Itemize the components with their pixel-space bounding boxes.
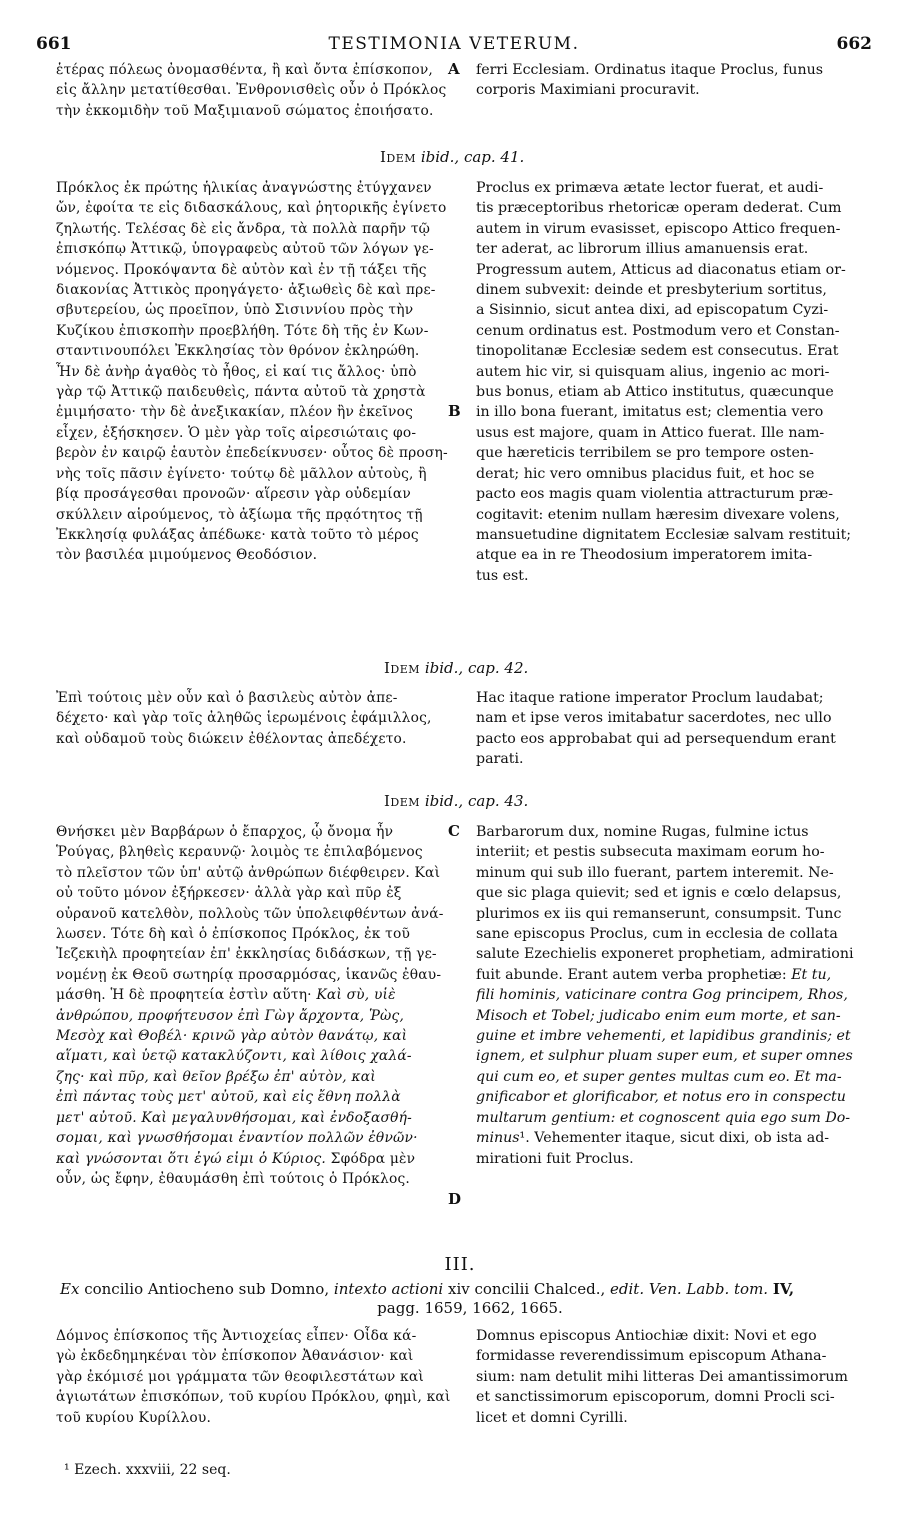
text-line: tis præceptoribus rhetoricæ operam dederat. Cum — [476, 200, 842, 217]
text-line: βίᾳ προσάγεσθαι προνοῶν· αἵρεσιν γὰρ οὐδεμίαν — [56, 486, 411, 503]
text-line: interiit; et pestis subsecuta maximam eorum ho- — [476, 844, 825, 861]
section-numeral: III. — [444, 1254, 476, 1275]
text-line: τὸν βασιλέα μιμούμενος Θεοδόσιον. — [56, 547, 318, 564]
text-line: nam et ipse veros imitabatur sacerdotes, nec ullo — [476, 710, 832, 727]
text-line: γὰρ τῷ Ἀττικῷ παιδευθεὶς, πάντα αὐτοῦ τὰ χρηστὰ — [56, 384, 426, 401]
text-line: plurimos ex iis qui remanserunt, consumpsit. Tunc — [476, 905, 842, 922]
heading-idem: Idem — [380, 148, 417, 166]
text-line: Proclus ex primæva ætate lector fuerat, et audi- — [476, 180, 824, 196]
text-line: οὖν, ὡς ἔφην, ἐθαυμάσθη ἐπὶ τούτοις ὁ Πρόκλος. — [56, 1170, 410, 1187]
text-line: ζης· καὶ πῦρ, καὶ θεῖον βρέξω ἐπ' αὐτὸν, καὶ — [56, 1068, 376, 1085]
text-line — [476, 965, 882, 985]
text-line: Θνήσκει μὲν Βαρβάρων ὁ ἔπαρχος, ᾧ ὄνομα ἦν — [56, 824, 394, 840]
source-part: intexto actioni — [333, 1280, 444, 1298]
running-title: TESTIMONIA VETERUM. — [328, 34, 580, 54]
footnote — [64, 1462, 231, 1478]
text-line: βερὸν ἐν καιρῷ ἑαυτὸν ἐπεδείκνυσεν· οὗτος δὲ προση- — [56, 445, 448, 462]
text-line: cenum ordinatus est. Postmodum vero et Constan- — [476, 322, 840, 339]
section-source — [60, 1280, 880, 1318]
heading-cap: cap. 41. — [463, 148, 525, 166]
margin-letter-c: C — [448, 822, 460, 840]
text-line-part: μάσθη. Ἡ δὲ προφητεία ἐστὶν αὕτη· — [56, 987, 312, 1004]
text-line: ignem, et sulphur pluam super eum, et super omnes — [476, 1048, 853, 1065]
text-line: dinem subvexit: deinde et presbyterium sortitus, — [476, 282, 827, 299]
text-line: Barbarorum dux, nomine Rugas, fulmine ictus — [476, 824, 809, 840]
text-line: δέχετο· καὶ γὰρ τοῖς ἀληθῶς ἱερωμένοις ἐφάμιλλος, — [56, 710, 432, 727]
greek-column-4 — [56, 822, 456, 1189]
text-line: et sanctissimorum episcoporum, domni Procli sci- — [476, 1389, 835, 1406]
text-line: corporis Maximiani procuravit. — [476, 82, 700, 99]
text-line: ἐπισκόπῳ Ἀττικῷ, ὑπογραφεὺς αὐτοῦ τῶν λόγων γε- — [56, 241, 434, 258]
text-line: εἰς ἄλλην μετατίθεσθαι. Ἐνθρονισθεὶς οὖν ὁ Πρόκλος — [56, 82, 447, 99]
heading-cap-42 — [384, 659, 528, 677]
text-line: νομένῃ ἐκ Θεοῦ σωτηρίᾳ προσαρμόσας, ἱκανῶς ἐθαυ- — [56, 966, 442, 983]
text-line: καὶ οὐδαμοῦ τοὺς διώκειν ἐθέλοντας ἀπεδέχετο. — [56, 730, 407, 747]
heading-ibid: ibid., — [420, 148, 460, 166]
text-line: Misoch et Tobel; judicabo enim eum morte, et san- — [476, 1007, 841, 1024]
text-line: λωσεν. Τότε δὴ καὶ ὁ ἐπίσκοπος Πρόκλος, ἐκ τοῦ — [56, 926, 411, 943]
text-line: αἵματι, καὶ ὑετῷ κατακλύζοντι, καὶ λίθοις χαλά- — [56, 1048, 412, 1065]
margin-letter-b: B — [448, 402, 461, 420]
greek-column-3 — [56, 688, 456, 749]
heading-cap-43 — [384, 792, 528, 810]
text-line: Hac itaque ratione imperator Proclum laudabat; — [476, 690, 824, 706]
text-line: parati. — [476, 751, 524, 768]
text-line: νὴς τοῖς πᾶσιν ἐγίνετο· τούτῳ δὲ μᾶλλον αὐτοὺς, ἢ — [56, 465, 427, 482]
text-line: Ἐκκλησίᾳ φυλάξας ἀπέδωκε· κατὰ τοῦτο τὸ μέρος — [56, 526, 419, 543]
greek-column-1 — [56, 60, 456, 121]
text-line: tus est. — [476, 567, 529, 584]
text-line-part-italic: Καὶ σὺ, υἱὲ — [316, 987, 396, 1004]
text-line: bus bonus, etiam ab Attico institutus, quæcunque — [476, 384, 834, 401]
source-part: edit. Ven. Labb. tom. — [610, 1280, 769, 1298]
text-line: οὐρανοῦ κατελθὸν, πολλοὺς τῶν ὑπολειφθέντων ἀνά- — [56, 905, 444, 922]
text-line: Ἰεζεκιὴλ προφητείαν ἐπ' ἐκκλησίας διδάσκων, τῇ γε- — [56, 946, 437, 963]
footnote-mark: ¹ — [64, 1462, 70, 1478]
text-line: tinopolitanæ Ecclesiæ sedem est consecutus. Erat — [476, 343, 839, 360]
text-line: autem in virum evasisset, episcopo Attico frequen- — [476, 220, 841, 237]
text-line: ἁγιωτάτων ἐπισκόπων, τοῦ κυρίου Πρόκλου, φημὶ, καὶ — [56, 1389, 451, 1406]
text-line: τὸ πλεῖστον τῶν ὑπ' αὐτῷ ἀνθρώπων διέφθειρεν. Καὶ — [56, 864, 441, 881]
text-line: ὤν, ἐφοίτα τε εἰς διδασκάλους, καὶ ῥητορικῆς ἐγίνετο — [56, 200, 447, 217]
text-line: σομαι, καὶ γνωσθήσομαι ἐναντίον πολλῶν ἐθνῶν· — [56, 1130, 418, 1147]
text-line: Ἐπὶ τούτοις μὲν οὖν καὶ ὁ βασιλεὺς αὐτὸν ἀπε- — [56, 690, 398, 706]
text-line: μετ' αὐτοῦ. Καὶ μεγαλυνθήσομαι, καὶ ἐνδοξασθή- — [56, 1109, 412, 1126]
text-line: Κυζίκου ἐπισκοπὴν προεβλήθη. Τότε δὴ τῆς ἐν Κων- — [56, 322, 429, 339]
page-number-left: 661 — [36, 34, 72, 54]
text-line: guine et imbre vehementi, et lapidibus grandinis; et — [476, 1028, 851, 1045]
text-line: a Sisinnio, sicut antea dixi, ad episcopatum Cyzi- — [476, 302, 829, 319]
text-line: que hæreticis terribilem se pro tempore osten- — [476, 445, 814, 462]
text-line-part: fuit abunde. Erant autem verba prophetiæ: — [476, 966, 787, 983]
heading-cap-41 — [380, 148, 524, 166]
text-line: licet et domni Cyrilli. — [476, 1409, 628, 1426]
text-line: Μεσὸχ καὶ Θοβέλ· κρινῶ γὰρ αὐτὸν θανάτῳ, καὶ — [56, 1028, 408, 1045]
text-line: γὰρ ἐκόμισέ μοι γράμματα τῶν θεοφιλεστάτων καὶ — [56, 1368, 424, 1385]
source-line-2: pagg. 1659, 1662, 1665. — [377, 1299, 563, 1317]
text-line: τὴν ἐκκομιδὴν τοῦ Μαξιμιανοῦ σώματος ἐποιήσατο. — [56, 102, 434, 119]
greek-column-5 — [56, 1326, 456, 1428]
text-line: ἀνθρώπου, προφήτευσον ἐπὶ Γὼγ ἄρχοντα, Ῥὼς, — [56, 1007, 405, 1024]
text-line: autem hic vir, si quisquam alius, ingenio ac mori- — [476, 363, 830, 380]
text-line: ter aderat, ac librorum illius amanuensis erat. — [476, 241, 809, 258]
footnote-text: Ezech. xxxviii, 22 seq. — [74, 1462, 231, 1478]
source-part: IV, — [772, 1280, 795, 1298]
margin-letter-d: D — [448, 1190, 462, 1208]
source-part: xiv concilii Chalced., — [447, 1280, 606, 1298]
text-line: formidasse reverendissimum episcopum Athana- — [476, 1348, 827, 1365]
text-line: εἶχεν, ἐξήσκησεν. Ὁ μὲν γὰρ τοῖς αἱρεσιώταις φο- — [56, 424, 417, 441]
text-line: qui cum eo, et super gentes multas cum eo. Et ma- — [476, 1068, 842, 1085]
text-line: Ἦν δὲ ἀνὴρ ἀγαθὸς τὸ ἦθος, εἰ καί τις ἄλλος· ὑπὸ — [56, 363, 417, 380]
text-line: derat; hic vero omnibus placidus fuit, et hoc se — [476, 465, 815, 482]
heading-ibid: ibid., — [424, 659, 464, 677]
text-line-part-italic: καὶ γνώσονται ὅτι ἐγώ εἰμι ὁ Κύριος. — [56, 1150, 327, 1167]
text-line: atque ea in re Theodosium imperatorem imita- — [476, 547, 813, 564]
text-line: ἑτέρας πόλεως ὀνομασθέντα, ἢ καὶ ὄντα ἐπίσκοπον, — [56, 62, 434, 78]
text-line: τοῦ κυρίου Κυρίλλου. — [56, 1409, 212, 1426]
text-line-part: Σφόδρα μὲν — [330, 1150, 416, 1167]
text-line: οὐ τοῦτο μόνον ἐξήρκεσεν· ἀλλὰ γὰρ καὶ πῦρ ἐξ — [56, 885, 402, 902]
text-line: σκύλλειν αἱρούμενος, τὸ ἀξίωμα τῆς πρᾳότητος τῇ — [56, 506, 423, 523]
text-line: mirationi fuit Proclus. — [476, 1150, 634, 1167]
heading-cap: cap. 42. — [467, 659, 529, 677]
text-line: νόμενος. Προκόψαντα δὲ αὐτὸν καὶ ἐν τῇ τάξει τῆς — [56, 261, 427, 278]
text-line-part: ¹. Vehementer itaque, sicut dixi, ob ista ad- — [519, 1130, 830, 1147]
text-line: Ῥούγας, βληθεὶς κεραυνῷ· λοιμὸς τε ἐπιλαβόμενος — [56, 844, 423, 861]
text-line: pacto eos magis quam violentia attracturum præ- — [476, 486, 834, 503]
greek-column-2 — [56, 178, 456, 566]
text-line: ἐμιμήσατο· τὴν δὲ ἀνεξικακίαν, πλέον ἢν ἐκεῖνος — [56, 404, 414, 421]
text-line: sium: nam detulit mihi litteras Dei amantissimorum — [476, 1368, 848, 1385]
text-line: ἐπὶ πάντας τοὺς μετ' αὐτοῦ, καὶ εἰς ἔθνη πολλὰ — [56, 1089, 401, 1106]
text-line: Πρόκλος ἐκ πρώτης ἡλικίας ἀναγνώστης ἐτύγχανεν — [56, 180, 432, 196]
latin-column-1 — [476, 60, 882, 101]
text-line-part-italic: Et tu, — [791, 966, 832, 983]
latin-column-5 — [476, 1326, 882, 1428]
text-line: sane episcopus Proclus, cum in ecclesia de collata — [476, 926, 838, 943]
heading-idem: Idem — [384, 659, 421, 677]
page-number-right: 662 — [836, 34, 872, 54]
heading-cap: cap. 43. — [467, 792, 529, 810]
heading-ibid: ibid., — [424, 792, 464, 810]
text-line: salute Ezechielis exponeret prophetiam, admirationi — [476, 946, 854, 963]
latin-column-2 — [476, 178, 882, 586]
text-line — [476, 1128, 882, 1148]
text-line: cogitavit: etenim nullam hæresim divexare volens, — [476, 506, 840, 523]
source-part: Ex — [60, 1280, 80, 1298]
text-line: Progressum autem, Atticus ad diaconatus etiam or- — [476, 261, 846, 278]
text-line: usus est majore, quam in Attico fuerat. Ille nam- — [476, 424, 825, 441]
text-line — [56, 985, 456, 1005]
text-line: διακονίας Ἀττικὸς προηγάγετο· ἀξιωθεὶς δὲ καὶ πρε- — [56, 282, 436, 299]
heading-idem: Idem — [384, 792, 421, 810]
text-line: Δόμνος ἐπίσκοπος τῆς Ἀντιοχείας εἶπεν· Οἶδα κά- — [56, 1328, 417, 1344]
text-line: in illo bona fuerant, imitatus est; clementia vero — [476, 404, 824, 421]
text-line: gnificabor et glorificabor, et notus ero in conspectu — [476, 1089, 846, 1106]
latin-column-3 — [476, 688, 882, 770]
text-line-part-italic: minus — [476, 1130, 520, 1147]
text-line: que sic plaga quievit; sed et ignis e cœlo delapsus, — [476, 885, 842, 902]
text-line: ζηλωτής. Τελέσας δὲ εἰς ἄνδρα, τὰ πολλὰ παρῆν τῷ — [56, 220, 431, 237]
text-line: fili hominis, vaticinare contra Gog principem, Rhos, — [476, 987, 848, 1004]
running-header — [36, 34, 872, 60]
text-line: multarum gentium: et cognoscent quia ego sum Do- — [476, 1109, 851, 1126]
text-line: mansuetudine dignitatem Ecclesiæ salvam restituit; — [476, 526, 852, 543]
text-line: pacto eos approbabat qui ad persequendum erant — [476, 730, 836, 747]
text-line: minum qui sub illo fuerant, partem interemit. Ne- — [476, 864, 834, 881]
source-part: concilio Antiocheno sub Domno, — [84, 1280, 330, 1298]
text-line: Domnus episcopus Antiochiæ dixit: Novi et ego — [476, 1328, 817, 1344]
latin-column-4 — [476, 822, 882, 1169]
text-line — [56, 1149, 456, 1169]
text-line: ferri Ecclesiam. Ordinatus itaque Proclus, funus — [476, 62, 824, 78]
text-line: σταντινουπόλει Ἐκκλησίας τὸν θρόνον ἐκληρώθη. — [56, 343, 420, 360]
margin-letter-a: A — [448, 60, 460, 78]
source-line-1 — [60, 1280, 880, 1299]
text-line: γὼ ἐκδεδημηκέναι τὸν ἐπίσκοπον Ἀθανάσιον· καὶ — [56, 1348, 414, 1365]
text-line: σβυτερείου, ὡς προεῖπον, ὑπὸ Σισιννίου πρὸς τὴν — [56, 302, 414, 319]
